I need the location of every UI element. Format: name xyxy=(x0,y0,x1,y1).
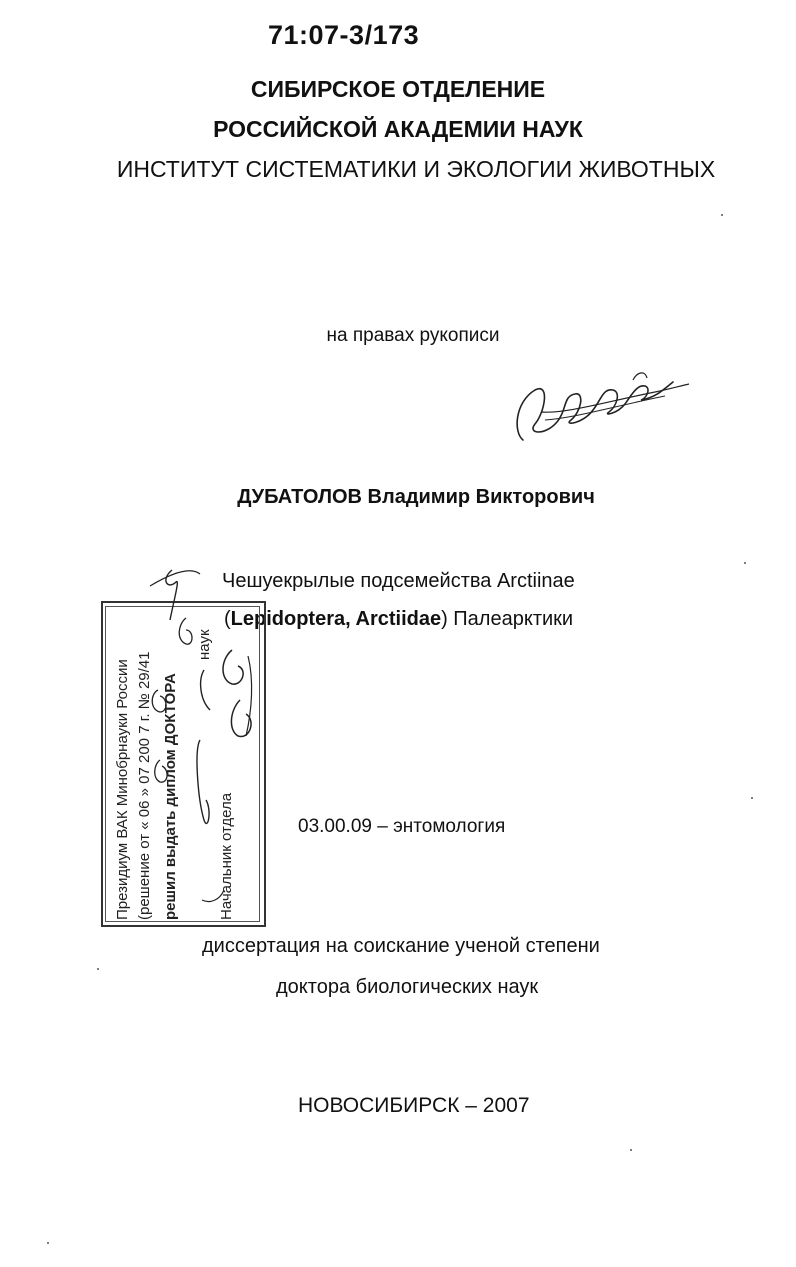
scan-speck xyxy=(47,1242,49,1244)
city-year: НОВОСИБИРСК – 2007 xyxy=(298,1094,530,1117)
specialty: 03.00.09 – энтомология xyxy=(298,816,506,837)
degree-line-1: диссертация на соискание ученой степени xyxy=(202,935,600,957)
title-taxon: Lepidoptera, Arctiidae xyxy=(230,608,442,630)
stamp-handwriting xyxy=(120,560,280,930)
stamp-line-3: решил выдать диплом ДОКТОРА xyxy=(162,673,179,920)
title-line-2-rest: ) Палеарктики xyxy=(441,608,574,630)
manuscript-note: на правах рукописи xyxy=(326,325,500,346)
title-line-1: Чешуекрылые подсемейства Arctiinae xyxy=(222,570,575,592)
degree-line-2: доктора биологических наук xyxy=(276,976,539,998)
author-name: ДУБАТОЛОВ Владимир Викторович xyxy=(237,486,595,508)
stamp-line-2: (решение от « 06 » 07 200 7 г. № 29/41 xyxy=(136,651,153,920)
org-line-1: СИБИРСКОЕ ОТДЕЛЕНИЕ xyxy=(250,76,546,102)
scan-speck xyxy=(630,1149,632,1151)
stamp-line-4: наук xyxy=(196,629,213,660)
author-signature xyxy=(505,362,695,452)
stamp-line-5: Начальник отдела xyxy=(218,792,235,920)
scan-speck xyxy=(97,968,99,970)
scan-speck xyxy=(751,797,753,799)
title-paren-open: ( xyxy=(224,608,231,630)
scan-speck xyxy=(721,214,723,216)
document-number: 71:07-3/173 xyxy=(268,20,420,50)
org-line-2: РОССИЙСКОЙ АКАДЕМИИ НАУК xyxy=(213,116,583,142)
stamp-line-1: Президиум ВАК Минобрнауки России xyxy=(114,659,131,920)
scan-speck xyxy=(744,562,746,564)
institute-name: ИНСТИТУТ СИСТЕМАТИКИ И ЭКОЛОГИИ ЖИВОТНЫХ xyxy=(116,156,716,182)
